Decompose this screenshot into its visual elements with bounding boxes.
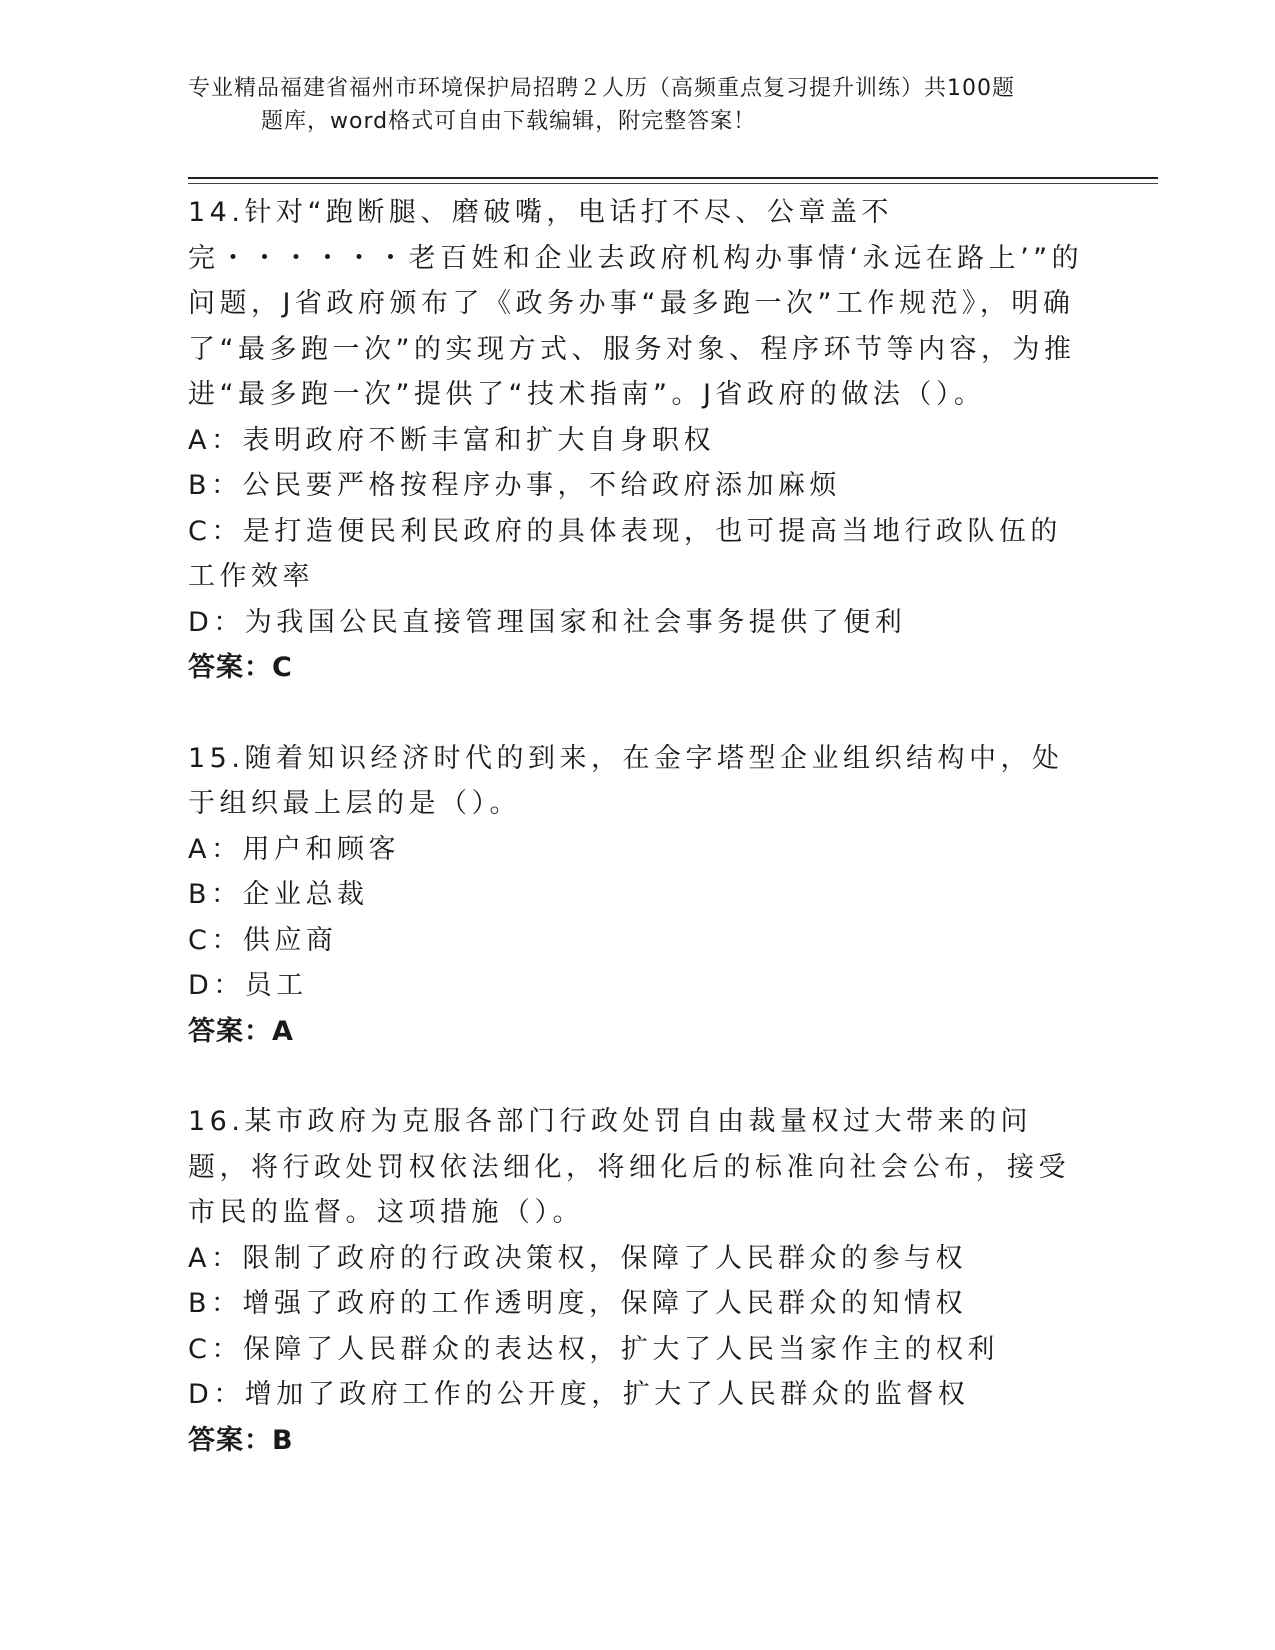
answer-line: 答案：C	[188, 652, 293, 683]
option-b: B：公民要严格按程序办事，不给政府添加麻烦	[188, 470, 842, 501]
header-divider-thin	[188, 183, 1158, 184]
option-a: A：限制了政府的行政决策权，保障了人民群众的参与权	[188, 1242, 967, 1274]
question-list	[188, 190, 1088, 1508]
header-line-2: 题库，word格式可自由下载编辑，附完整答案！	[261, 109, 757, 134]
option-a: A：用户和顾客	[188, 833, 400, 865]
question-14	[188, 190, 1088, 691]
question-16	[188, 1099, 1088, 1463]
option-b: B：增强了政府的工作透明度，保障了人民群众的知情权	[188, 1288, 968, 1319]
option-c: C：是打造便民利民政府的具体表现，也可提高当地行政队伍的工作效率	[188, 515, 1062, 592]
answer-line: 答案：B	[188, 1424, 294, 1456]
answer-line: 答案：A	[188, 1015, 294, 1047]
question-15	[188, 736, 1088, 1055]
question-stem: 16.某市政府为克服各部门行政处罚自由裁量权过大带来的问题，将行政处罚权依法细化，将细化后的标准向社会公布，接受市民的监督。这项措施（）。	[188, 1106, 1070, 1228]
option-d: D：员工	[188, 970, 308, 1001]
document-header	[188, 72, 1088, 138]
question-stem: 15.随着知识经济时代的到来，在金字塔型企业组织结构中，处于组织最上层的是（）。	[188, 742, 1064, 819]
option-d: D：增加了政府工作的公开度，扩大了人民群众的监督权	[188, 1379, 970, 1410]
option-d: D：为我国公民直接管理国家和社会事务提供了便利	[188, 606, 907, 638]
option-b: B：企业总裁	[188, 879, 369, 910]
header-divider-thick	[188, 177, 1158, 179]
header-line-1: 专业精品福建省福州市环境保护局招聘２人历（高频重点复习提升训练）共100题	[188, 76, 1015, 101]
option-c: C：保障了人民群众的表达权，扩大了人民当家作主的权利	[188, 1333, 999, 1365]
question-stem: 14.针对“跑断腿、磨破嘴，电话打不尽、公章盖不完・・・・・・老百姓和企业去政府机构办事情‘永远在路上’”的问题，J省政府颁布了《政务办事“最多跑一次”工作规范》，明确了“最多跑一次”的实现方式、服务对象、程序环节等内容，为推进“最多跑一次”提供了“技术指南”。J省政府的做法（）。	[188, 197, 1084, 410]
option-a: A：表明政府不断丰富和扩大自身职权	[188, 424, 715, 456]
option-c: C：供应商	[188, 924, 338, 956]
